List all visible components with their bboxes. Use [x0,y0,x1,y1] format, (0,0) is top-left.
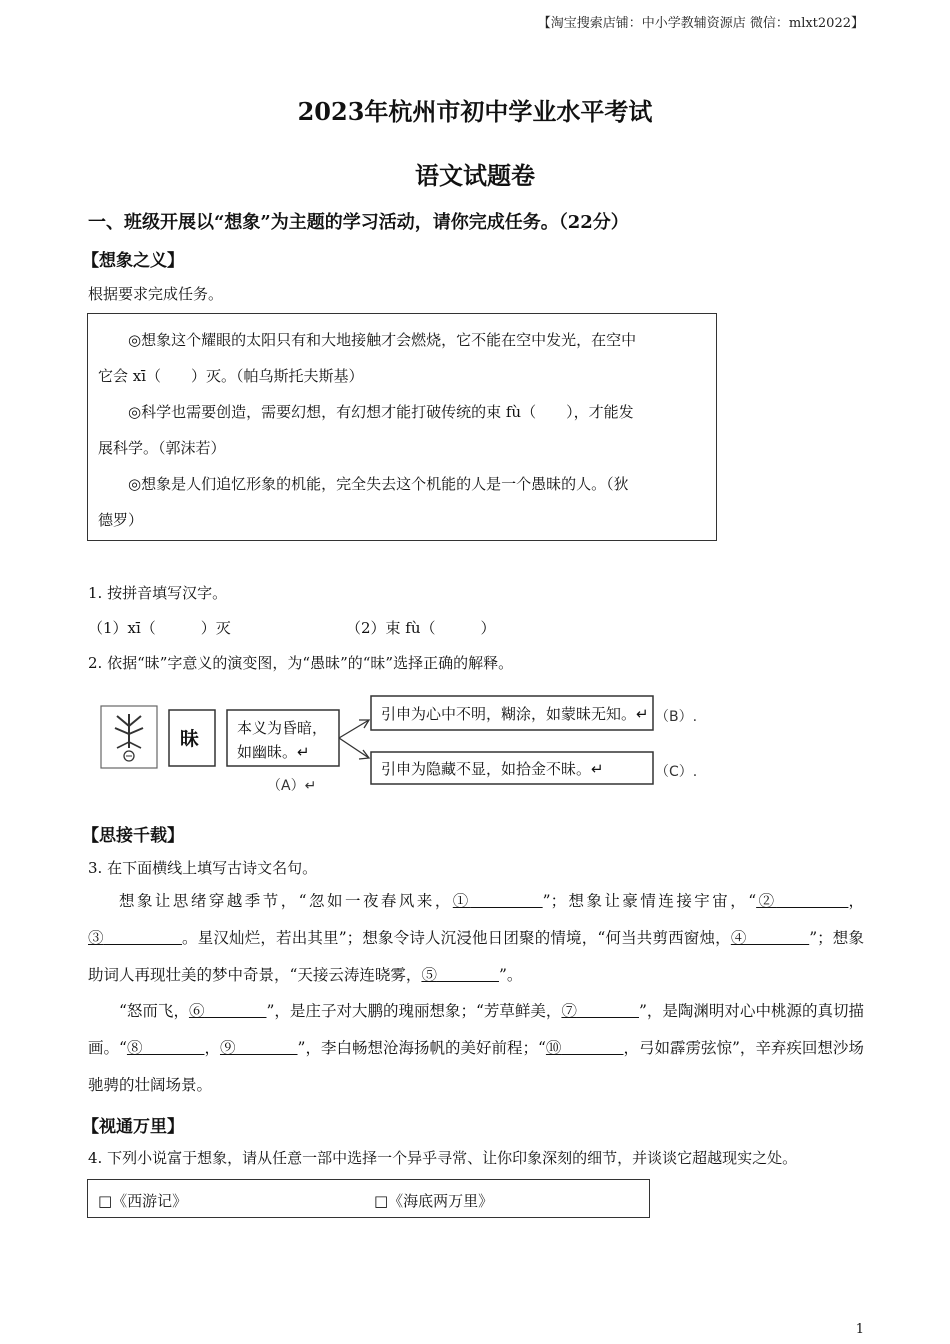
p2-text-e: ”，李白畅想沧海扬帆的美好前程；“ [297,1039,546,1057]
original-meaning-line-2: 如幽昧。↵ [237,743,310,761]
p2-text-d: ， [204,1039,220,1057]
question-1-part-1: （1）xī（ ）灭 [88,619,231,637]
extension-c-tag: （C）. [655,764,698,780]
original-meaning-line-1: 本义为昏暗， [237,719,328,737]
original-meaning-tag: （A）↵ [267,778,317,794]
header-note: 【淘宝搜索店铺：中小学教辅资源店 微信：mlxt2022】 [537,16,864,31]
p1-text-d: 。星汉灿烂，若出其里”；想象令诗人沉浸他日团聚的情境，“何当共剪西窗烛， [182,929,731,947]
blank-2[interactable]: ② [756,892,777,910]
arrow-to-c [339,738,369,758]
extension-b-tag: （B）. [655,709,698,725]
option-journey-to-the-west[interactable]: □《西游记》 [98,1192,188,1210]
blank-3[interactable]: ③ [88,929,104,947]
char-mei: 昧 [180,728,200,750]
instruction-text: 根据要求完成任务。 [88,285,224,303]
blank-1[interactable]: ① [452,892,471,910]
extension-c-text: 引申为隐藏不显，如拾金不昧。↵ [381,760,604,778]
quote-box [87,313,717,541]
quote-2-line-2: 展科学。（郭沫若） [98,439,226,457]
pictograph-icon [101,706,157,768]
p1-text-e: ”；想象助词人再现壮美的梦中奇景，“天接云涛连晓雾， [88,929,864,984]
extension-b-text: 引申为心中不明，糊涂，如蒙昧无知。↵ [381,705,649,723]
blank-4[interactable]: ④ [730,929,747,947]
question-1-part-2: （2）束 fù（ ） [346,619,496,637]
quote-2-line-1: ◎科学也需要创造，需要幻想，有幻想才能打破传统的束 fù（ ），才能发 [128,403,634,421]
quote-1-line-1: ◎想象这个耀眼的太阳只有和大地接触才会燃烧，它不能在空中发光，在空中 [128,331,637,349]
blank-5[interactable]: ⑤ [421,966,437,984]
question-4: 4. 下列小说富于想象，请从任意一部中选择一个异乎寻常、让你印象深刻的细节，并谈谈它超越现实之处。 [88,1149,798,1167]
blank-10[interactable]: ⑩ [545,1039,562,1057]
quote-3-line-2: 德罗） [98,511,144,529]
blank-8[interactable]: ⑧ [126,1039,143,1057]
quote-3-line-1: ◎想象是人们追忆形象的机能，完全失去这个机能的人是一个愚昧的人。（狄 [128,475,629,493]
question-2: 2. 依据“昧”字意义的演变图，为“愚昧”的“昧”选择正确的解释。 [88,654,514,672]
question-1: 1. 按拼音填写汉字。 [88,584,228,602]
quote-1-line-2: 它会 xī（ ）灭。（帕乌斯托夫斯基） [98,367,364,385]
exam-title: 2023年杭州市初中学业水平考试 [297,97,653,126]
blank-6[interactable]: ⑥ [188,1002,205,1020]
book-choice-box [87,1179,650,1218]
character-evolution-diagram [95,690,705,800]
arrow-to-b [339,720,369,738]
blank-9[interactable]: ⑨ [219,1039,236,1057]
p1-text-b: ”；想象让豪情连接宇宙，“ [542,892,757,910]
block-heading-vision: 【视通万里】 [82,1117,184,1137]
exam-subtitle: 语文试题卷 [415,161,535,190]
option-twenty-thousand-leagues[interactable]: □《海底两万里》 [374,1192,494,1210]
block-heading-thoughts: 【思接千载】 [82,826,184,846]
p1-text-c: ， [848,892,864,910]
p2-text-a: “怒而飞， [119,1002,189,1020]
p2-text-c: ”，是陶渊明对心中桃源的真切描画。“ [88,1002,864,1057]
poem-fill-paragraph-2 [88,993,864,1104]
question-3: 3. 在下面横线上填写古诗文名句。 [88,859,318,877]
section-1-heading: 一、班级开展以“想象”为主题的学习活动，请你完成任务。（22分） [88,212,629,233]
poem-fill-paragraph-1 [88,883,864,994]
p2-text-f: ，弓如霹雳弦惊”，辛弃疾回想沙场驰骋的壮阔场景。 [88,1039,864,1094]
block-heading-imagination-meaning: 【想象之义】 [82,251,184,271]
blank-7[interactable]: ⑦ [561,1002,577,1020]
p2-text-b: ”，是庄子对大鹏的瑰丽想象；“芳草鲜美， [266,1002,562,1020]
p1-text-f: ”。 [498,966,523,984]
page-number: 1 [855,1322,864,1337]
p1-text-a: 想象让思绪穿越季节，“忽如一夜春风来， [119,892,453,910]
